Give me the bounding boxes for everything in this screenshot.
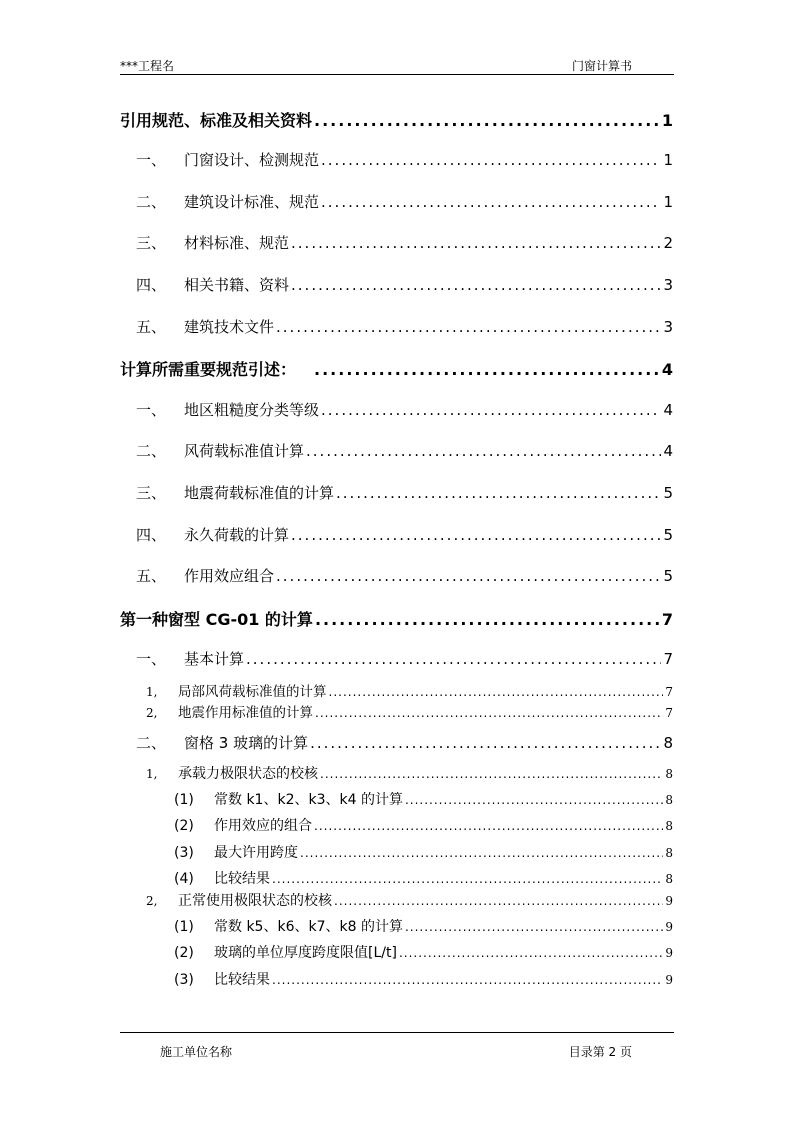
toc-entry[interactable]	[174, 789, 673, 809]
toc-entry-number: 二、	[136, 734, 167, 752]
toc-entry[interactable]	[136, 732, 673, 753]
toc-entry-number: 一、	[136, 650, 167, 668]
toc-entry-number: (3)	[174, 845, 194, 861]
toc-entry[interactable]	[174, 868, 673, 888]
header-document-title: 门窗计算书	[571, 59, 632, 73]
toc-entry-page: 3	[663, 276, 673, 294]
toc-entry-title: 建筑技术文件	[184, 318, 275, 336]
header-project-name: ***工程名	[120, 59, 175, 73]
toc-entry-title: 相关书籍、资料	[184, 276, 290, 294]
toc-entry-title: 承载力极限状态的校核	[178, 766, 318, 782]
toc-entry[interactable]	[136, 149, 673, 170]
toc-entry-page: 2	[663, 234, 673, 252]
toc-entry-title: 基本计算	[184, 650, 245, 668]
toc-entry[interactable]	[146, 763, 673, 783]
toc-entry[interactable]	[174, 942, 673, 962]
toc-entry[interactable]	[136, 482, 673, 503]
toc-entry[interactable]	[136, 191, 673, 212]
toc-entry-page: 7	[665, 706, 673, 720]
toc-entry-title: 第一种窗型 CG-01 的计算	[120, 610, 313, 629]
toc-entry-page: 7	[665, 685, 673, 699]
toc-entry-page: 7	[663, 650, 673, 668]
toc-entry[interactable]	[120, 357, 673, 380]
toc-entry-page: 4	[663, 442, 673, 460]
toc-entry-title: 常数 k1、k2、k3、k4 的计算	[214, 792, 403, 808]
toc-entry-page: 8	[665, 767, 673, 781]
toc-entry-number: 2,	[146, 894, 158, 908]
toc-entry-page: 9	[665, 973, 673, 987]
toc-entry-number: 五、	[136, 318, 167, 336]
toc-entry[interactable]	[136, 316, 673, 337]
toc-entry-title: 引用规范、标准及相关资料	[120, 111, 313, 130]
toc-entry[interactable]	[136, 524, 673, 545]
toc-entry-number: 2,	[146, 706, 158, 720]
toc-entry[interactable]	[146, 890, 673, 910]
toc-entry-number: (1)	[174, 919, 194, 935]
toc-entry-page: 7	[661, 610, 673, 629]
toc-entry-page: 1	[663, 151, 673, 169]
footer-unit-name: 施工单位名称	[160, 1045, 233, 1059]
toc-entry-number: (2)	[174, 945, 194, 961]
toc-entry-title: 材料标准、规范	[184, 234, 290, 252]
toc-entry-page: 1	[663, 193, 673, 211]
toc-entry-title: 作用效应的组合	[214, 818, 312, 834]
toc-entry-page: 4	[661, 360, 673, 379]
toc-entry-page: 8	[665, 872, 673, 886]
toc-entry-number: 二、	[136, 442, 167, 460]
toc-entry[interactable]	[136, 399, 673, 420]
toc-entry-page: 4	[663, 401, 673, 419]
page-header	[120, 54, 674, 75]
toc-entry[interactable]	[120, 607, 673, 630]
toc-entry-page: 5	[663, 526, 673, 544]
toc-entry-page: 5	[663, 567, 673, 585]
toc-entry-title: 计算所需重要规范引述：	[120, 360, 297, 379]
toc-entry-title: 作用效应组合	[184, 567, 275, 585]
toc-entry-number: 四、	[136, 526, 167, 544]
toc-entry[interactable]	[174, 916, 673, 936]
toc-entry-title: 比较结果	[214, 871, 270, 887]
toc-entry-number: 1,	[146, 685, 158, 699]
toc-entry-number: 二、	[136, 193, 167, 211]
toc-entry-page: 5	[663, 484, 673, 502]
toc-entry-page: 3	[663, 318, 673, 336]
toc-entry-page: 1	[661, 111, 673, 130]
toc-entry-number: (4)	[174, 871, 194, 887]
toc-entry[interactable]	[136, 565, 673, 586]
toc-entry-title: 窗格 3 玻璃的计算	[184, 734, 309, 752]
toc-entry-title: 门窗设计、检测规范	[184, 151, 320, 169]
toc-entry[interactable]	[136, 232, 673, 253]
toc-entry-number: 三、	[136, 234, 167, 252]
toc-entry-title: 永久荷载的计算	[184, 526, 290, 544]
toc-entry-page: 8	[665, 793, 673, 807]
toc-entry-number: 四、	[136, 276, 167, 294]
toc-entry-number: (3)	[174, 972, 194, 988]
toc-entry[interactable]	[136, 648, 673, 669]
toc-entry[interactable]	[146, 680, 673, 700]
toc-entry-page: 9	[665, 920, 673, 934]
toc-entry-title: 建筑设计标准、规范	[184, 193, 320, 211]
toc-entry-page: 9	[665, 946, 673, 960]
toc-entry[interactable]	[174, 969, 673, 989]
toc-entry-title: 地区粗糙度分类等级	[184, 401, 320, 419]
toc-entry[interactable]	[120, 108, 673, 131]
toc-entry-number: 三、	[136, 484, 167, 502]
toc-entry-page: 8	[665, 846, 673, 860]
toc-entry[interactable]	[174, 842, 673, 862]
toc-entry-number: 1,	[146, 767, 158, 781]
toc-entry-title: 比较结果	[214, 972, 270, 988]
toc-entry-number: (2)	[174, 818, 194, 834]
toc-entry-title: 局部风荷载标准值的计算	[178, 684, 327, 700]
toc-entry-number: 一、	[136, 401, 167, 419]
toc-entry-title: 地震作用标准值的计算	[178, 705, 313, 721]
toc-entry[interactable]	[174, 815, 673, 835]
toc-entry-title: 玻璃的单位厚度跨度限值[L/t]	[214, 945, 397, 961]
toc-entry-title: 最大许用跨度	[214, 845, 298, 861]
toc-entry[interactable]	[136, 440, 673, 461]
toc-entry-title: 风荷载标准值计算	[184, 442, 305, 460]
page-footer	[120, 1032, 674, 1063]
toc-entry-number: 五、	[136, 567, 167, 585]
footer-page-number: 目录第 2 页	[568, 1045, 632, 1059]
toc-entry-page: 8	[665, 819, 673, 833]
toc-entry-title: 正常使用极限状态的校核	[178, 893, 332, 909]
toc-entry[interactable]	[136, 274, 673, 295]
toc-entry-number: 一、	[136, 151, 167, 169]
toc-entry-page: 9	[665, 894, 673, 908]
toc-entry-page: 8	[663, 734, 673, 752]
toc-entry[interactable]	[146, 701, 673, 721]
toc-entry-number: (1)	[174, 792, 194, 808]
toc-entry-title: 地震荷载标准值的计算	[184, 484, 335, 502]
toc-entry-title: 常数 k5、k6、k7、k8 的计算	[214, 919, 403, 935]
